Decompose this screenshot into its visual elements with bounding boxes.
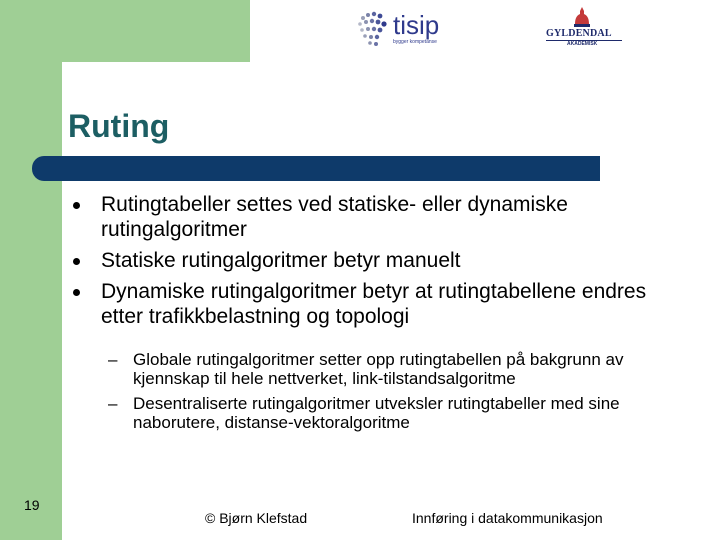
bullet-dot-icon <box>73 202 80 209</box>
footer-author: © Bjørn Klefstad <box>205 510 308 526</box>
sub-bullet-text: Desentraliserte rutingalgoritmer utveksler rutingtabeller med sine naborutere, distanse-vektoralgoritme <box>133 394 620 432</box>
dash-icon: – <box>108 350 118 369</box>
bullet-item <box>73 192 673 242</box>
green-left-band <box>0 0 62 540</box>
bullet-text: Rutingtabeller settes ved statiske- eller dynamiske rutingalgoritmer <box>101 193 568 241</box>
sub-bullet-item <box>108 350 678 388</box>
bullet-text: Statiske rutingalgoritmer betyr manuelt <box>101 249 461 272</box>
bullet-item <box>73 279 673 329</box>
tisip-wordmark: tisip <box>393 10 440 40</box>
dash-icon: – <box>108 394 118 413</box>
sub-bullet-text: Globale rutingalgoritmer setter opp rutingtabellen på bakgrunn av kjennskap til hele nettverket, link-tilstandsalgoritme <box>133 350 624 388</box>
title-underline-bar <box>32 156 600 181</box>
tisip-dots-icon <box>355 10 391 48</box>
gyldendal-subtitle: AKADEMISK <box>567 41 598 47</box>
gyldendal-logo <box>544 6 624 50</box>
sub-bullet-item <box>108 394 678 432</box>
bullet-dot-icon <box>73 258 80 265</box>
sub-bullet-list <box>108 350 678 438</box>
bullet-item <box>73 248 673 273</box>
tisip-logo <box>355 10 455 48</box>
bell-tower-icon <box>572 6 592 28</box>
bullet-list <box>73 192 673 335</box>
slide-number: 19 <box>24 497 40 513</box>
bullet-dot-icon <box>73 289 80 296</box>
footer-course: Innføring i datakommunikasjon <box>412 510 603 526</box>
slide-title: Ruting <box>68 108 170 144</box>
gyldendal-wordmark: GYLDENDAL <box>546 28 612 39</box>
bullet-text: Dynamiske rutingalgoritmer betyr at rutingtabellene endres etter trafikkbelastning og topologi <box>101 280 647 328</box>
tisip-tagline: bygger kompetanse <box>393 39 437 45</box>
